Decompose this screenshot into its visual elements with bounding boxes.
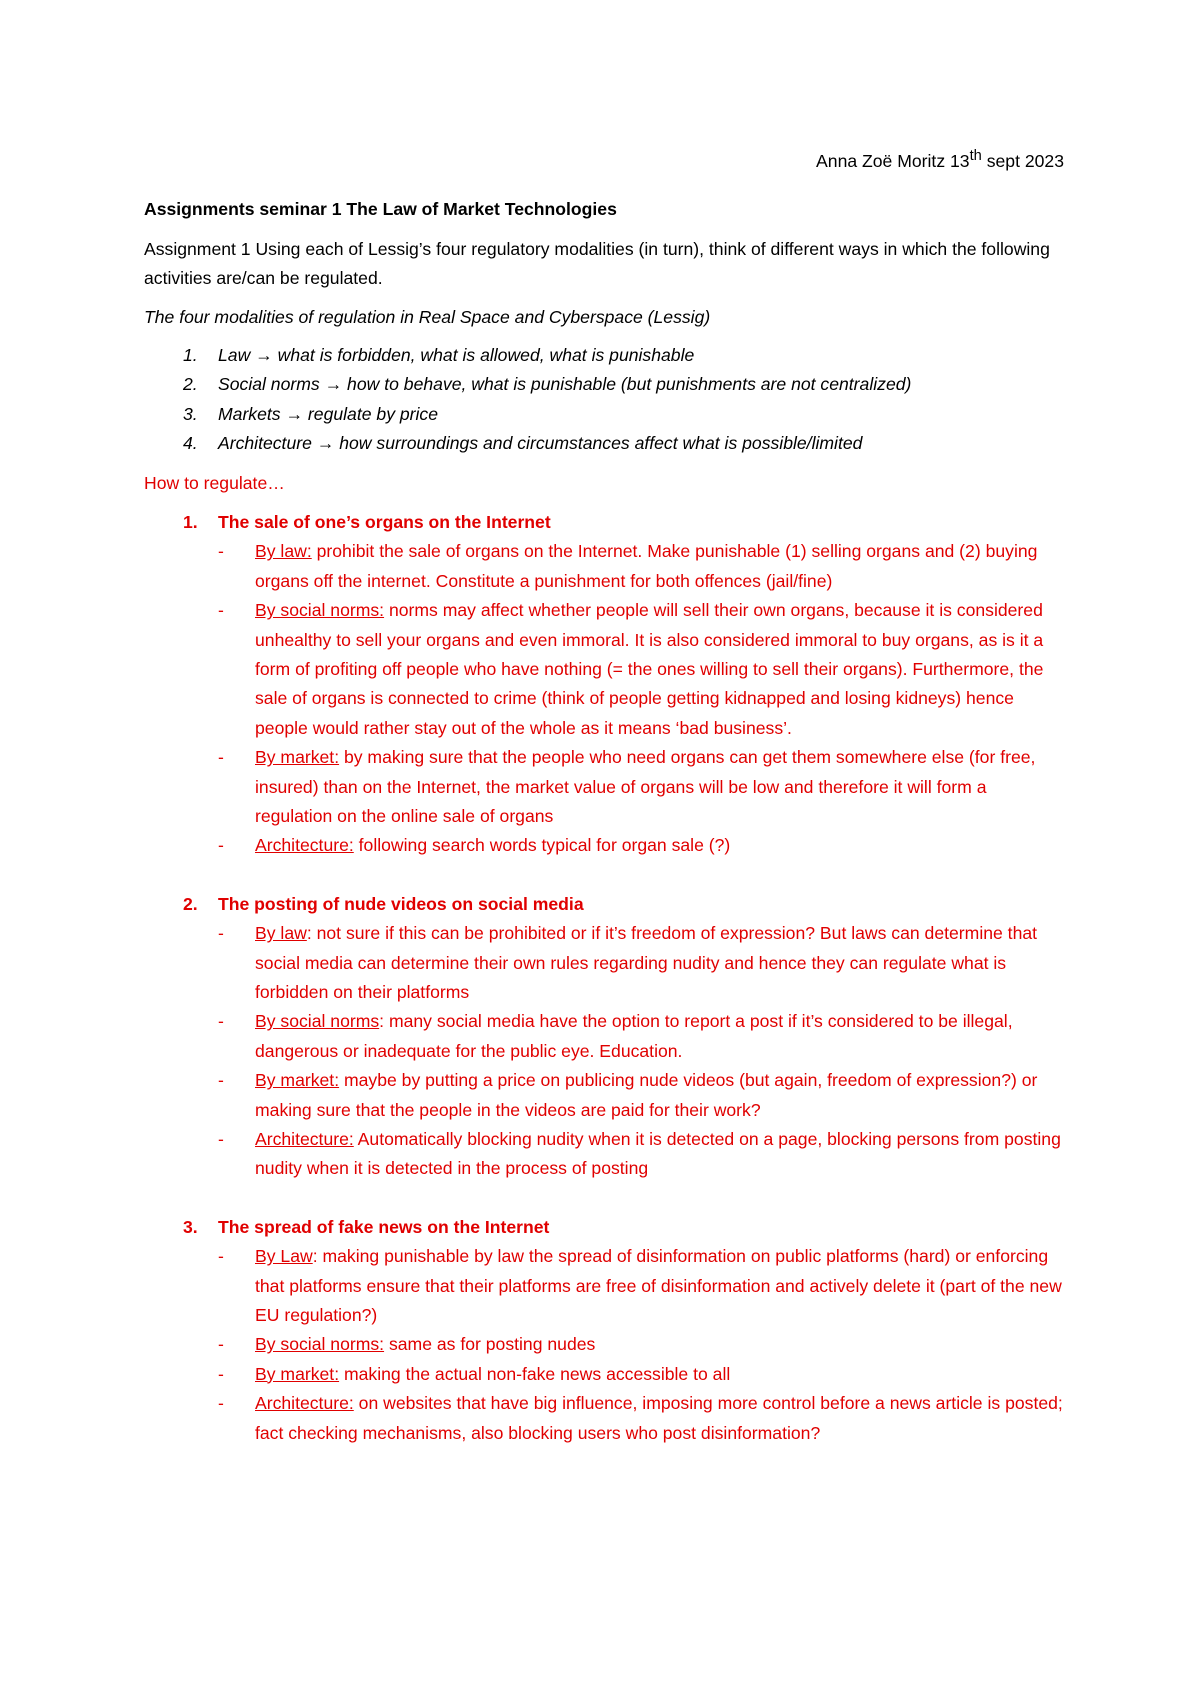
dash-bullet: - [218, 1393, 224, 1414]
list-item [144, 1007, 1064, 1066]
section-number: 2. [183, 893, 198, 914]
list-item [144, 1330, 1064, 1359]
section-number: 1. [183, 511, 198, 532]
dash-bullet: - [218, 1129, 224, 1150]
point-text: following search words typical for organ sale (?) [353, 835, 731, 856]
section-title-text: The sale of one’s organs on the Internet [218, 511, 551, 532]
dash-bullet: - [218, 1070, 224, 1091]
list-item [144, 831, 1064, 860]
dash-bullet: - [218, 835, 224, 856]
point-label: By market: [255, 1363, 340, 1384]
list-item [144, 1066, 1064, 1125]
list-number: 4. [183, 433, 198, 454]
point-text: same as for posting nudes [384, 1334, 596, 1355]
modality-text: Law → what is forbidden, what is allowed, what is punishable [218, 344, 695, 365]
point-text: : not sure if this can be prohibited or if it’s freedom of expression? But laws can determine that social media can determine their own rules regarding nudity and hence they can regulate what is forbidden on their platforms [255, 923, 1038, 1003]
regulation-section-organs [144, 508, 1064, 861]
point-label: By market: [255, 1070, 340, 1091]
date-month-year: sept 2023 [981, 150, 1064, 171]
dash-bullet: - [218, 1011, 224, 1032]
modality-item [144, 341, 1064, 370]
list-item [144, 537, 1064, 596]
regulation-section-nude-videos [144, 890, 1064, 1184]
assignment-intro: Assignment 1 Using each of Lessig’s four regulatory modalities (in turn), think of different ways in which the following activities are/can be regulated. [144, 238, 1050, 289]
point-label: By law: [255, 541, 312, 562]
dash-bullet: - [218, 1363, 224, 1384]
point-label: Architecture: [255, 1129, 354, 1150]
point-label: By Law [255, 1246, 313, 1267]
point-text: norms may affect whether people will sell their own organs, because it is considered unhealthy to sell your organs and even immoral. It is also considered immoral to buy organs, as is it a form of profiting off people who have nothing (= the ones willing to sell their organs). Furthermore, the sale of organs is connected to crime (think of people getting kidnapped and losing kidneys) hence people would rather stay out of the whole as it means ‘bad business’. [255, 600, 1044, 738]
document-body [144, 142, 1064, 1477]
section-points [144, 537, 1064, 860]
point-text: Automatically blocking nudity when it is detected on a page, blocking persons from posting nudity when it is detected in the process of posting [255, 1129, 1061, 1179]
list-number: 2. [183, 374, 198, 395]
ordinal-suffix: th [969, 148, 982, 164]
dash-bullet: - [218, 747, 224, 768]
list-item [144, 743, 1064, 831]
point-text: : many social media have the option to report a post if it’s considered to be illegal, dangerous or inadequate for the public eye. Education. [255, 1011, 1013, 1061]
list-item [144, 919, 1064, 1007]
modality-item [144, 370, 1064, 399]
list-item [144, 1125, 1064, 1184]
point-text: on websites that have big influence, imposing more control before a news article is posted; fact checking mechanisms, also blocking users who post disinformation? [255, 1393, 1063, 1443]
document-title: Assignments seminar 1 The Law of Market Technologies [144, 199, 617, 220]
how-to-regulate-heading: How to regulate… [144, 472, 285, 493]
dash-bullet: - [218, 923, 224, 944]
list-number: 3. [183, 403, 198, 424]
point-text: making the actual non-fake news accessible to all [339, 1363, 731, 1384]
regulation-section-fake-news [144, 1213, 1064, 1448]
point-label: Architecture: [255, 835, 354, 856]
dash-bullet: - [218, 1246, 224, 1267]
point-label: By market: [255, 747, 340, 768]
dash-bullet: - [218, 1334, 224, 1355]
list-item [144, 596, 1064, 743]
dash-bullet: - [218, 600, 224, 621]
modalities-list [144, 341, 1064, 459]
list-number: 1. [183, 344, 198, 365]
modalities-heading: The four modalities of regulation in Real Space and Cyberspace (Lessig) [144, 307, 711, 328]
point-label: By law [255, 923, 307, 944]
point-text: by making sure that the people who need organs can get them somewhere else (for free, insured) than on the Internet, the market value of organs will be low and therefore it will form a regulation on the online sale of organs [255, 747, 1036, 826]
section-title [144, 1213, 1064, 1242]
section-title [144, 508, 1064, 537]
point-label: By social norms: [255, 600, 385, 621]
point-label: By social norms [255, 1011, 380, 1032]
modality-item [144, 400, 1064, 429]
point-text: : making punishable by law the spread of disinformation on public platforms (hard) or enforcing that platforms ensure that their platforms are free of disinformation and actively delete it (part of the new EU regulation?) [255, 1246, 1062, 1326]
point-label: By social norms: [255, 1334, 385, 1355]
modality-item [144, 429, 1064, 458]
point-text: maybe by putting a price on publicing nude videos (but again, freedom of expression?) or making sure that the people in the videos are paid for their work? [255, 1070, 1038, 1120]
author-name: Anna Zoë Moritz 13 [816, 150, 970, 171]
section-title-text: The posting of nude videos on social media [218, 893, 584, 914]
author-date-line [144, 142, 1064, 176]
section-points [144, 919, 1064, 1184]
modality-text: Architecture → how surroundings and circumstances affect what is possible/limited [218, 433, 863, 454]
section-title [144, 890, 1064, 919]
section-number: 3. [183, 1216, 198, 1237]
modality-text: Markets → regulate by price [218, 403, 439, 424]
point-text: prohibit the sale of organs on the Internet. Make punishable (1) selling organs and (2) buying organs off the internet. Constitute a punishment for both offences (jail/fine) [255, 541, 1038, 591]
list-item [144, 1389, 1064, 1448]
modality-text: Social norms → how to behave, what is punishable (but punishments are not centralized) [218, 374, 912, 395]
section-title-text: The spread of fake news on the Internet [218, 1216, 550, 1237]
point-label: Architecture: [255, 1393, 354, 1414]
dash-bullet: - [218, 541, 224, 562]
list-item [144, 1360, 1064, 1389]
list-item [144, 1242, 1064, 1330]
section-points [144, 1242, 1064, 1448]
